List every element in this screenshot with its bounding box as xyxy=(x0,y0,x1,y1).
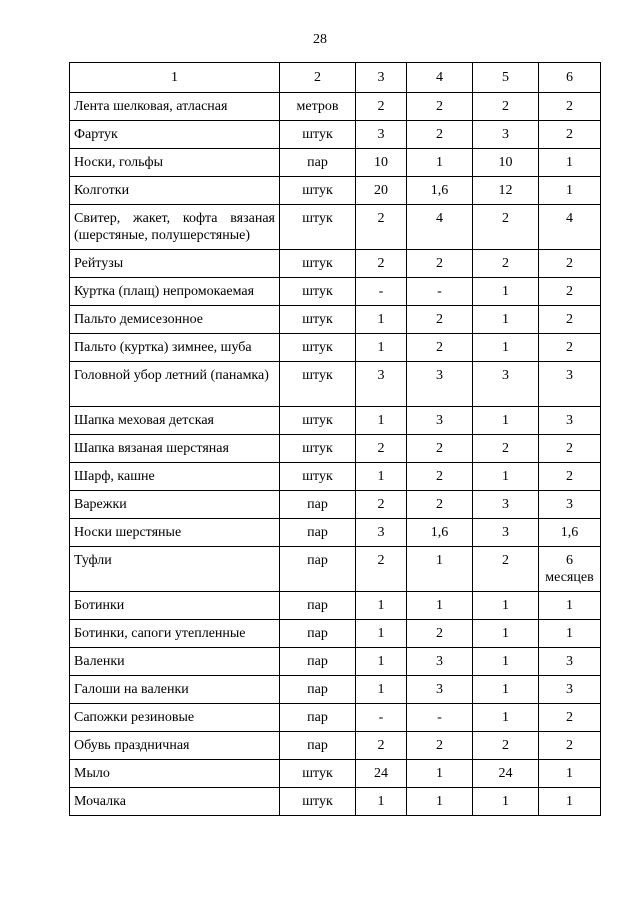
value-cell-4: - xyxy=(407,278,473,306)
value-cell-6: 6 месяцев xyxy=(539,547,601,592)
value-cell-3: 1 xyxy=(356,788,407,816)
unit-cell: пар xyxy=(280,704,356,732)
value-cell-4: 2 xyxy=(407,93,473,121)
value-cell-5: 10 xyxy=(473,149,539,177)
value-cell-6: 1 xyxy=(539,788,601,816)
value-cell-6: 3 xyxy=(539,362,601,407)
value-cell-5: 24 xyxy=(473,760,539,788)
table-row xyxy=(70,788,601,816)
table-row xyxy=(70,592,601,620)
unit-cell: штук xyxy=(280,362,356,407)
value-cell-5: 2 xyxy=(473,205,539,250)
item-name-cell: Галоши на валенки xyxy=(70,676,280,704)
unit-cell: пар xyxy=(280,519,356,547)
value-cell-4: 3 xyxy=(407,648,473,676)
value-cell-4: 2 xyxy=(407,250,473,278)
value-cell-4: 3 xyxy=(407,676,473,704)
unit-cell: пар xyxy=(280,732,356,760)
value-cell-4: 2 xyxy=(407,306,473,334)
item-name-cell: Мыло xyxy=(70,760,280,788)
value-cell-5: 1 xyxy=(473,278,539,306)
unit-cell: пар xyxy=(280,491,356,519)
value-cell-3: 1 xyxy=(356,407,407,435)
table-row xyxy=(70,732,601,760)
value-cell-5: 1 xyxy=(473,676,539,704)
item-name-cell: Куртка (плащ) непромокаемая xyxy=(70,278,280,306)
item-name-cell: Обувь праздничная xyxy=(70,732,280,760)
table-row xyxy=(70,250,601,278)
value-cell-5: 2 xyxy=(473,547,539,592)
value-cell-5: 3 xyxy=(473,519,539,547)
table-row xyxy=(70,676,601,704)
item-name-cell: Головной убор летний (панамка) xyxy=(70,362,280,407)
unit-cell: пар xyxy=(280,620,356,648)
value-cell-3: 2 xyxy=(356,435,407,463)
value-cell-5: 3 xyxy=(473,362,539,407)
item-name-cell: Свитер, жакет, кофта вязаная (шерстяные, полушерстяные) xyxy=(70,205,280,250)
value-cell-3: 3 xyxy=(356,121,407,149)
value-cell-3: 1 xyxy=(356,620,407,648)
value-cell-5: 1 xyxy=(473,788,539,816)
table-row xyxy=(70,362,601,407)
value-cell-3: 20 xyxy=(356,177,407,205)
value-cell-4: 2 xyxy=(407,334,473,362)
value-cell-6: 2 xyxy=(539,93,601,121)
value-cell-4: 2 xyxy=(407,463,473,491)
unit-cell: пар xyxy=(280,648,356,676)
unit-cell: штук xyxy=(280,435,356,463)
table-row xyxy=(70,463,601,491)
table-row xyxy=(70,121,601,149)
item-name-cell: Шапка меховая детская xyxy=(70,407,280,435)
value-cell-3: 1 xyxy=(356,463,407,491)
items-table xyxy=(69,62,601,816)
value-cell-4: 2 xyxy=(407,732,473,760)
item-name-cell: Сапожки резиновые xyxy=(70,704,280,732)
table-row xyxy=(70,278,601,306)
unit-cell: штук xyxy=(280,760,356,788)
table-row xyxy=(70,547,601,592)
value-cell-3: 10 xyxy=(356,149,407,177)
value-cell-5: 1 xyxy=(473,592,539,620)
column-header-1: 1 xyxy=(70,63,280,93)
item-name-cell: Ботинки, сапоги утепленные xyxy=(70,620,280,648)
value-cell-3: 1 xyxy=(356,334,407,362)
value-cell-4: 2 xyxy=(407,121,473,149)
item-name-cell: Туфли xyxy=(70,547,280,592)
value-cell-6: 3 xyxy=(539,648,601,676)
value-cell-5: 2 xyxy=(473,435,539,463)
unit-cell: штук xyxy=(280,788,356,816)
value-cell-4: 3 xyxy=(407,407,473,435)
unit-cell: штук xyxy=(280,250,356,278)
value-cell-3: 1 xyxy=(356,676,407,704)
column-header-4: 4 xyxy=(407,63,473,93)
value-cell-5: 1 xyxy=(473,648,539,676)
value-cell-4: 3 xyxy=(407,362,473,407)
item-name-cell: Мочалка xyxy=(70,788,280,816)
value-cell-6: 2 xyxy=(539,704,601,732)
value-cell-6: 1,6 xyxy=(539,519,601,547)
table-row xyxy=(70,760,601,788)
value-cell-6: 2 xyxy=(539,732,601,760)
item-name-cell: Носки шерстяные xyxy=(70,519,280,547)
value-cell-6: 2 xyxy=(539,334,601,362)
value-cell-3: - xyxy=(356,704,407,732)
unit-cell: пар xyxy=(280,149,356,177)
value-cell-5: 12 xyxy=(473,177,539,205)
value-cell-5: 1 xyxy=(473,463,539,491)
table-row xyxy=(70,620,601,648)
unit-cell: штук xyxy=(280,278,356,306)
value-cell-3: 2 xyxy=(356,250,407,278)
value-cell-6: 2 xyxy=(539,435,601,463)
value-cell-4: 2 xyxy=(407,620,473,648)
item-name-cell: Валенки xyxy=(70,648,280,676)
item-name-cell: Фартук xyxy=(70,121,280,149)
unit-cell: пар xyxy=(280,547,356,592)
value-cell-5: 2 xyxy=(473,732,539,760)
item-name-cell: Рейтузы xyxy=(70,250,280,278)
table-row xyxy=(70,334,601,362)
item-name-cell: Шарф, кашне xyxy=(70,463,280,491)
unit-cell: штук xyxy=(280,121,356,149)
value-cell-3: 1 xyxy=(356,648,407,676)
value-cell-6: 3 xyxy=(539,491,601,519)
table-row xyxy=(70,205,601,250)
value-cell-3: 3 xyxy=(356,519,407,547)
value-cell-3: 3 xyxy=(356,362,407,407)
value-cell-6: 3 xyxy=(539,407,601,435)
value-cell-5: 2 xyxy=(473,93,539,121)
table-body xyxy=(70,93,601,816)
unit-cell: пар xyxy=(280,592,356,620)
unit-cell: штук xyxy=(280,177,356,205)
unit-cell: штук xyxy=(280,306,356,334)
item-name-cell: Лента шелковая, атласная xyxy=(70,93,280,121)
value-cell-6: 1 xyxy=(539,760,601,788)
item-name-cell: Варежки xyxy=(70,491,280,519)
value-cell-5: 1 xyxy=(473,704,539,732)
table-row xyxy=(70,149,601,177)
value-cell-4: 1,6 xyxy=(407,519,473,547)
value-cell-3: 2 xyxy=(356,732,407,760)
table-row xyxy=(70,435,601,463)
value-cell-6: 1 xyxy=(539,620,601,648)
value-cell-3: 2 xyxy=(356,93,407,121)
value-cell-5: 1 xyxy=(473,407,539,435)
value-cell-6: 2 xyxy=(539,463,601,491)
item-name-cell: Колготки xyxy=(70,177,280,205)
table-row xyxy=(70,491,601,519)
page-number: 28 xyxy=(313,32,327,47)
value-cell-3: 1 xyxy=(356,306,407,334)
value-cell-6: 1 xyxy=(539,177,601,205)
value-cell-6: 2 xyxy=(539,306,601,334)
value-cell-5: 1 xyxy=(473,334,539,362)
table-row xyxy=(70,407,601,435)
value-cell-4: 1 xyxy=(407,149,473,177)
value-cell-5: 3 xyxy=(473,121,539,149)
table-row xyxy=(70,519,601,547)
value-cell-6: 2 xyxy=(539,121,601,149)
unit-cell: штук xyxy=(280,463,356,491)
value-cell-4: 1 xyxy=(407,547,473,592)
item-name-cell: Пальто (куртка) зимнее, шуба xyxy=(70,334,280,362)
item-name-cell: Пальто демисезонное xyxy=(70,306,280,334)
item-name-cell: Носки, гольфы xyxy=(70,149,280,177)
value-cell-3: 24 xyxy=(356,760,407,788)
unit-cell: метров xyxy=(280,93,356,121)
value-cell-6: 1 xyxy=(539,592,601,620)
value-cell-3: 2 xyxy=(356,547,407,592)
value-cell-6: 4 xyxy=(539,205,601,250)
value-cell-4: - xyxy=(407,704,473,732)
value-cell-5: 3 xyxy=(473,491,539,519)
value-cell-6: 1 xyxy=(539,149,601,177)
value-cell-3: - xyxy=(356,278,407,306)
value-cell-4: 4 xyxy=(407,205,473,250)
unit-cell: штук xyxy=(280,205,356,250)
value-cell-5: 1 xyxy=(473,620,539,648)
value-cell-4: 1 xyxy=(407,592,473,620)
value-cell-3: 2 xyxy=(356,205,407,250)
value-cell-6: 2 xyxy=(539,250,601,278)
item-name-cell: Ботинки xyxy=(70,592,280,620)
value-cell-4: 1 xyxy=(407,760,473,788)
item-name-cell: Шапка вязаная шерстяная xyxy=(70,435,280,463)
table-row xyxy=(70,93,601,121)
table-row xyxy=(70,704,601,732)
unit-cell: штук xyxy=(280,334,356,362)
value-cell-4: 1 xyxy=(407,788,473,816)
column-header-2: 2 xyxy=(280,63,356,93)
value-cell-3: 2 xyxy=(356,491,407,519)
value-cell-5: 1 xyxy=(473,306,539,334)
unit-cell: штук xyxy=(280,407,356,435)
unit-cell: пар xyxy=(280,676,356,704)
table-row xyxy=(70,648,601,676)
table-row xyxy=(70,177,601,205)
value-cell-6: 3 xyxy=(539,676,601,704)
table-row xyxy=(70,306,601,334)
value-cell-6: 2 xyxy=(539,278,601,306)
value-cell-4: 1,6 xyxy=(407,177,473,205)
value-cell-4: 2 xyxy=(407,435,473,463)
value-cell-5: 2 xyxy=(473,250,539,278)
table-header-row xyxy=(70,63,601,93)
column-header-5: 5 xyxy=(473,63,539,93)
value-cell-3: 1 xyxy=(356,592,407,620)
value-cell-4: 2 xyxy=(407,491,473,519)
column-header-6: 6 xyxy=(539,63,601,93)
column-header-3: 3 xyxy=(356,63,407,93)
